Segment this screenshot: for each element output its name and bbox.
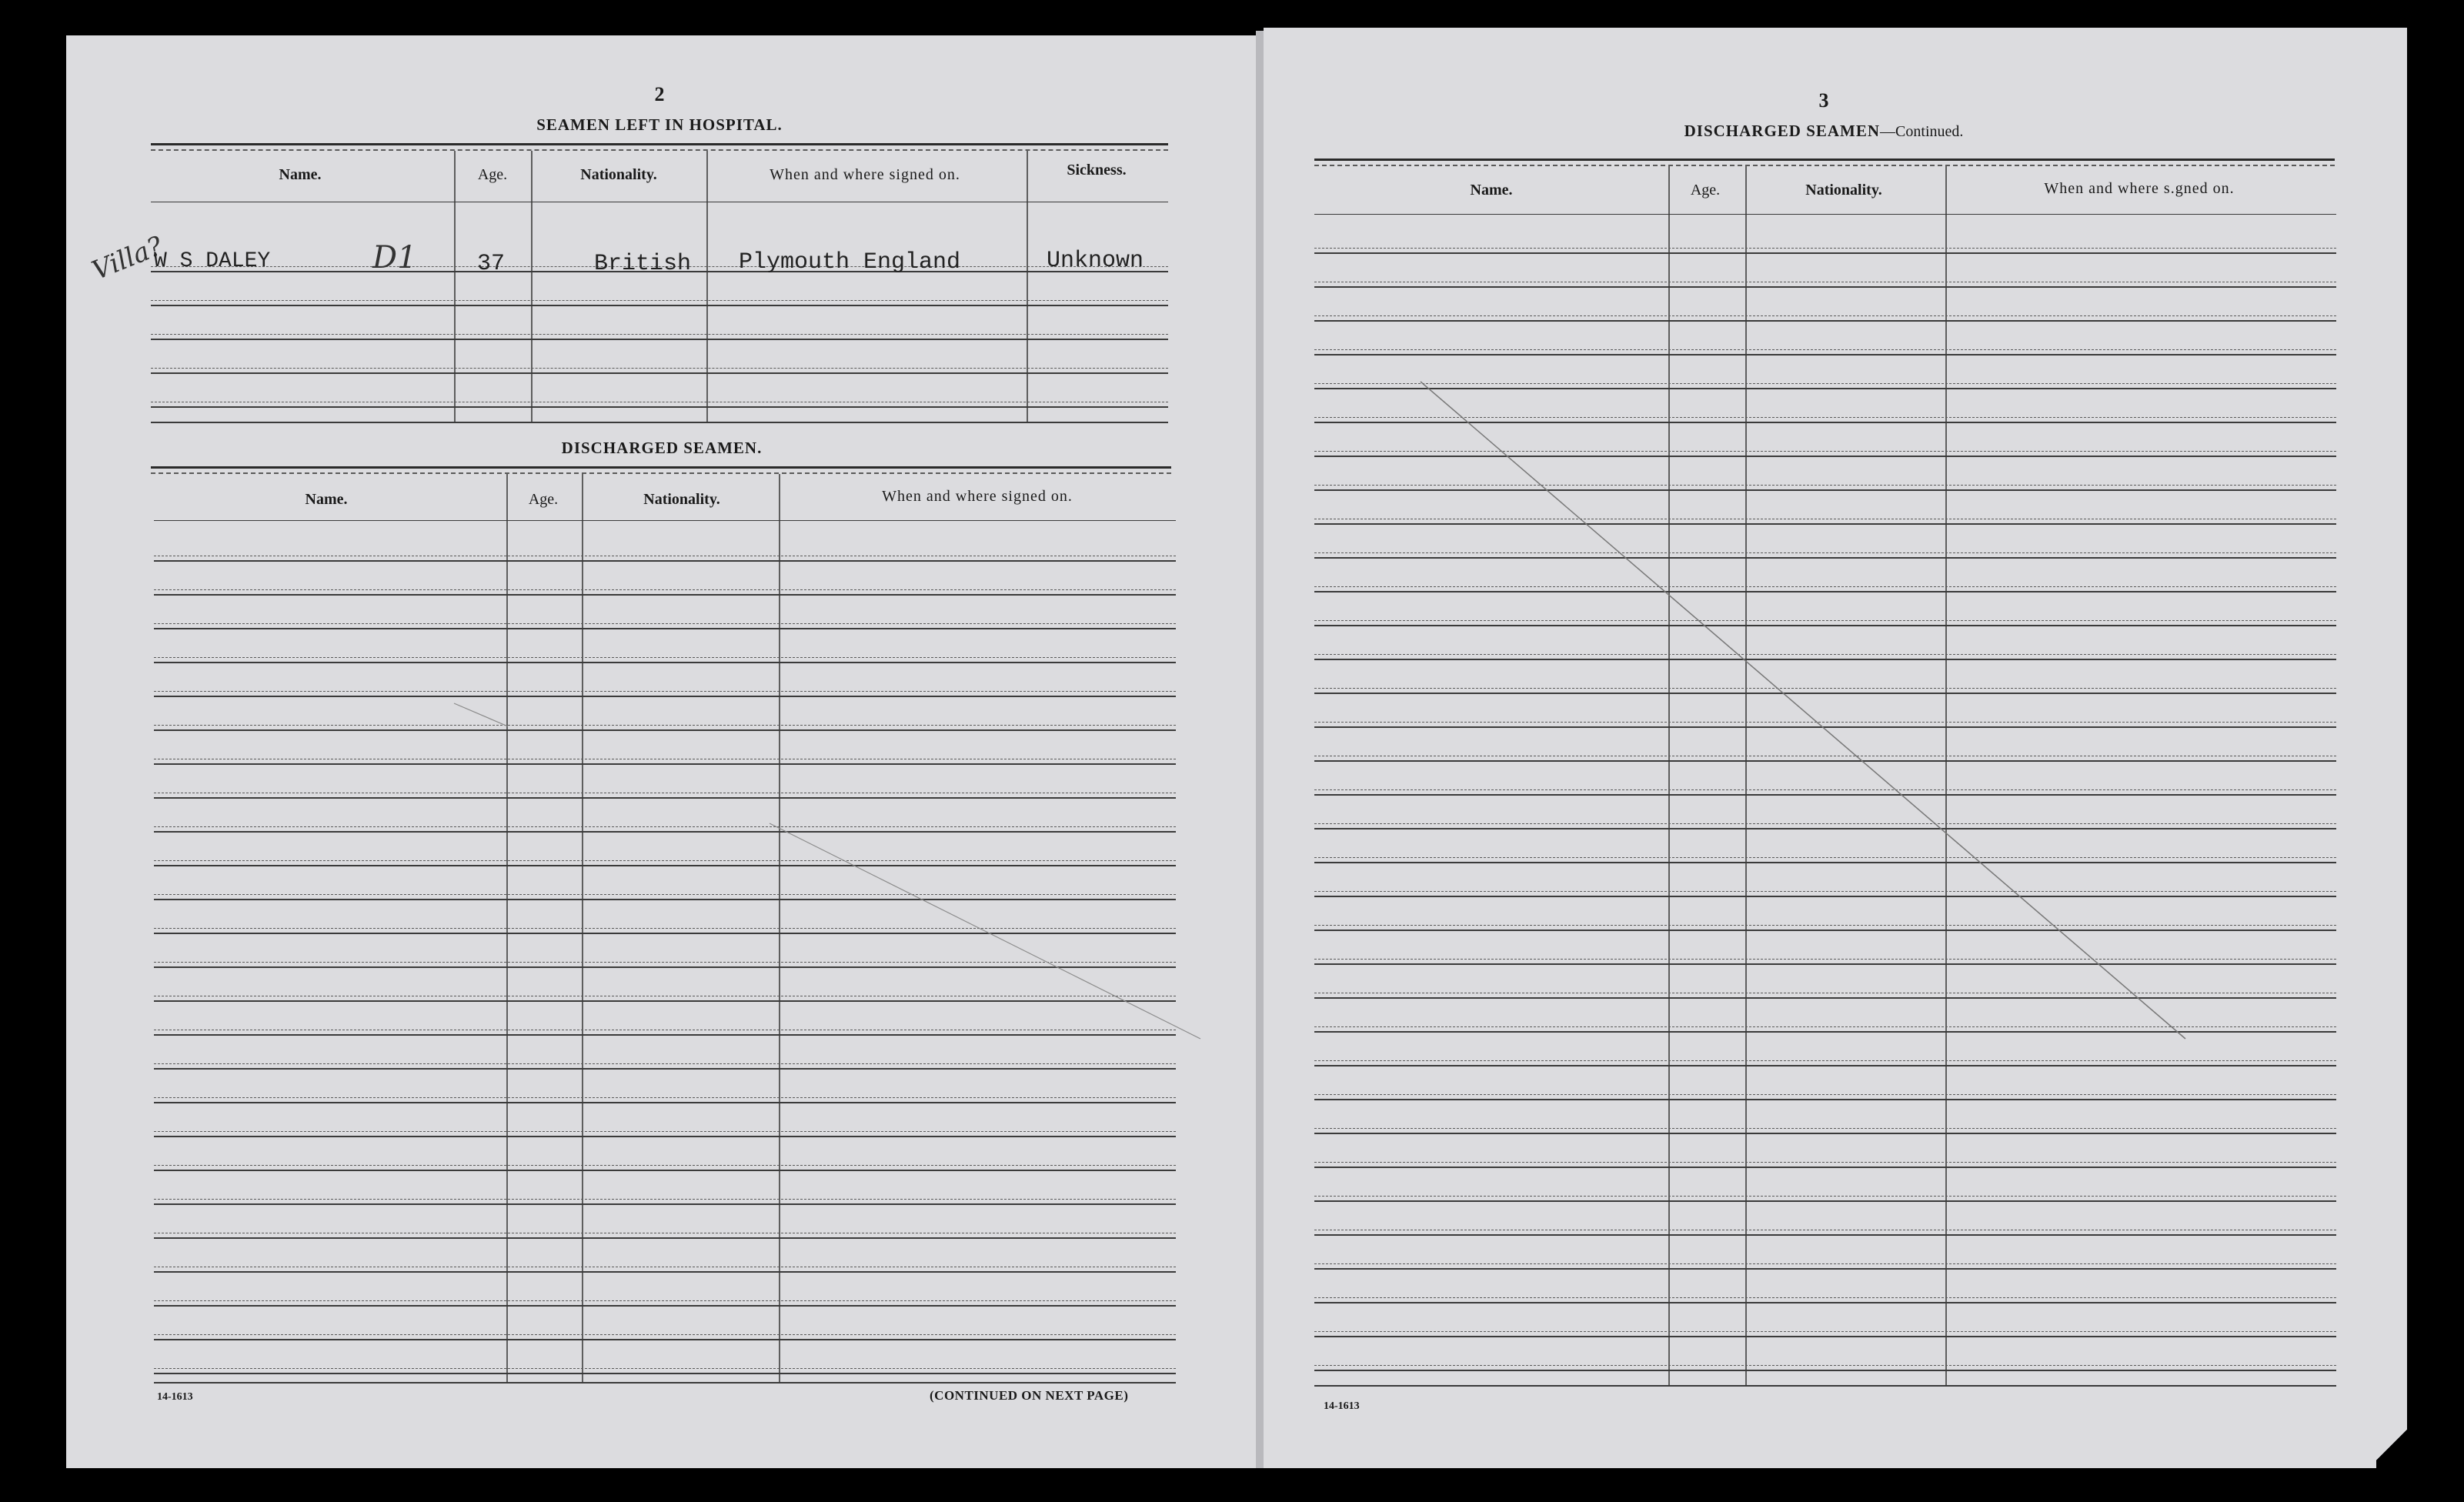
discharged-col-age: Age.	[528, 491, 559, 508]
hospital-row-sickness: Unknown	[1047, 248, 1144, 274]
discharged-col-nationality: Nationality.	[643, 491, 720, 508]
hospital-row-nationality: British	[594, 251, 692, 277]
check-mark: D1	[372, 240, 417, 275]
hospital-col-signed-on: When and where signed on.	[770, 166, 960, 183]
continued-col-nationality: Nationality.	[1805, 182, 1882, 199]
discharged-col-signed-on: When and where signed on.	[882, 488, 1073, 505]
discharged-section-title: DISCHARGED SEAMEN.	[561, 439, 763, 457]
form-number-right: 14-1613	[1324, 1400, 1360, 1412]
page-number-right: 3	[1818, 89, 1829, 112]
continued-title-main: DISCHARGED SEAMEN	[1684, 122, 1881, 140]
hospital-col-sickness: Sickness.	[1067, 162, 1127, 179]
hospital-col-age: Age.	[477, 166, 508, 183]
page-number-left: 2	[654, 83, 665, 105]
diagonal-stroke-left	[770, 823, 1200, 1039]
margin-note: Villa?	[87, 230, 168, 287]
hospital-row-age: 37	[477, 251, 506, 277]
short-stroke-left	[454, 703, 508, 726]
discharged-col-name: Name.	[305, 491, 348, 508]
continued-note: (CONTINUED ON NEXT PAGE)	[930, 1388, 1129, 1403]
hospital-col-nationality: Nationality.	[580, 166, 657, 183]
continued-title-suffix: —Continued.	[1880, 123, 1964, 140]
continued-col-name: Name.	[1470, 182, 1513, 199]
hospital-section-title: SEAMEN LEFT IN HOSPITAL.	[536, 115, 783, 134]
hospital-col-name: Name.	[279, 166, 322, 183]
hospital-row-name: W S DALEY	[154, 249, 271, 273]
diagonal-stroke-right	[1421, 382, 2185, 1039]
hospital-row-signed-on: Plymouth England	[739, 249, 961, 275]
continued-col-age: Age.	[1690, 182, 1721, 199]
form-number-left: 14-1613	[157, 1391, 193, 1403]
continued-col-signed-on: When and where s.gned on.	[2044, 180, 2235, 197]
